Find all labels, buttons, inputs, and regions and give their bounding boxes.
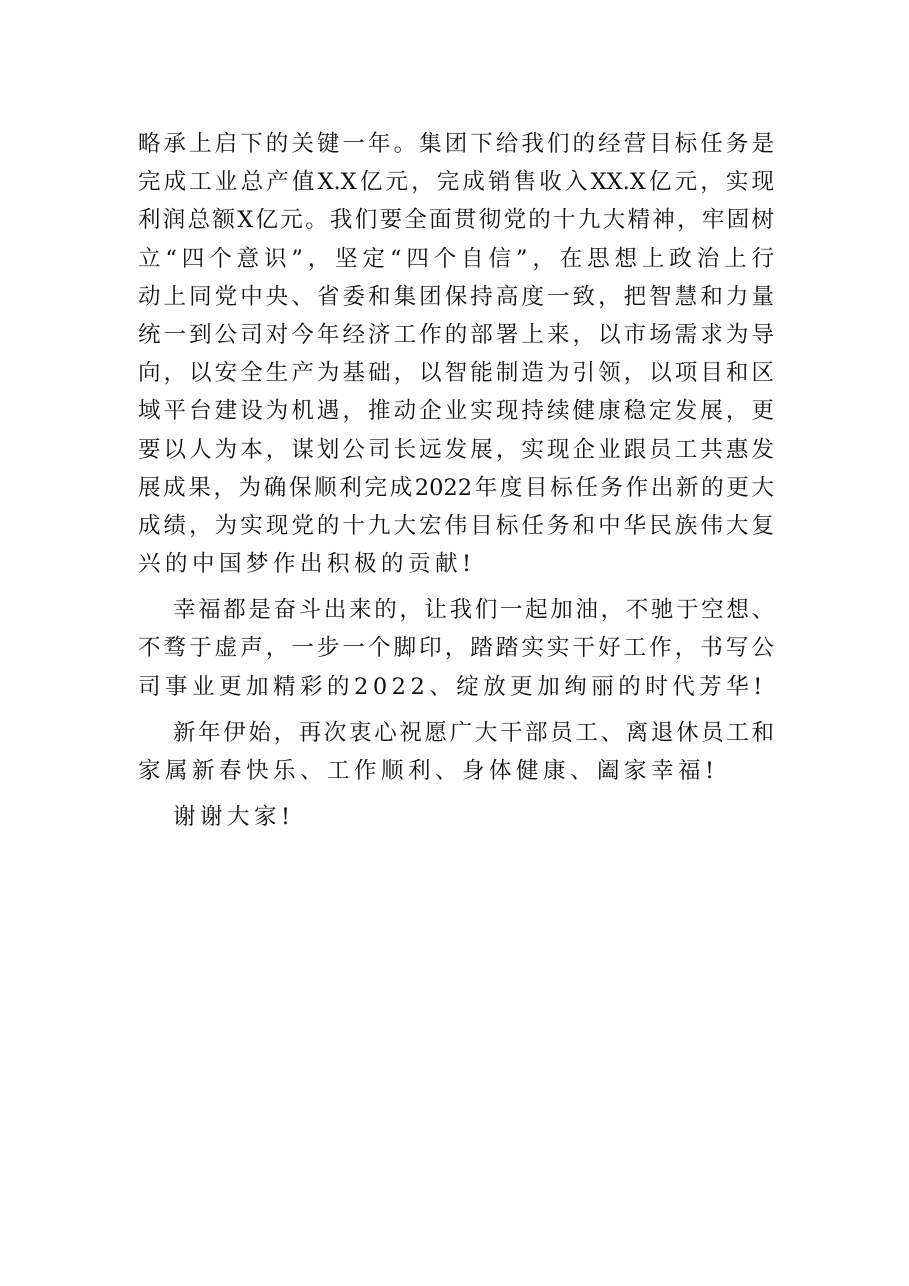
text-line: 利润总额X亿元。我们要全面贯彻党的十九大精神，牢固树 xyxy=(138,207,774,234)
text-line: 统一到公司对今年经济工作的部署上来，以市场需求为导 xyxy=(138,321,774,348)
text-line: 向，以安全生产为基础，以智能制造为引领，以项目和区 xyxy=(138,360,774,387)
paragraph-thanks xyxy=(138,798,774,836)
paragraph-goals xyxy=(138,125,774,583)
text-line: 略承上启下的关键一年。集团下给我们的经营目标任务是 xyxy=(138,131,774,157)
text-line: 展成果，为确保顺利完成2022年度目标任务作出新的更大 xyxy=(138,474,774,501)
text-line: 动上同党中央、省委和集团保持高度一致，把智慧和力量 xyxy=(138,283,774,310)
text-line: 域平台建设为机遇，推动企业实现持续健康稳定发展，更 xyxy=(138,398,774,425)
text-line: 不骛于虚声，一步一个脚印，踏踏实实干好工作，书写公 xyxy=(138,635,774,662)
text-line: 谢谢大家! xyxy=(173,804,295,831)
text-line: 要以人为本，谋划公司长远发展，实现企业跟员工共惠发 xyxy=(138,436,774,463)
paragraph-wishes xyxy=(138,714,774,790)
text-line: 幸福都是奋斗出来的，让我们一起加油，不驰于空想、 xyxy=(173,597,774,624)
text-line: 立“四个意识”，坚定“四个自信”，在思想上政治上行 xyxy=(138,245,774,272)
text-line: 兴的中国梦作出积极的贡献! xyxy=(138,551,476,578)
text-line: 成绩，为实现党的十九大宏伟目标任务和中华民族伟大复 xyxy=(138,512,774,539)
document-page xyxy=(138,125,774,836)
text-line: 司事业更加精彩的2022、绽放更加绚丽的时代芳华! xyxy=(138,673,767,700)
paragraph-struggle xyxy=(138,591,774,706)
text-line: 完成工业总产值X.X亿元，完成销售收入XX.X亿元，实现 xyxy=(138,169,774,196)
text-line: 新年伊始，再次衷心祝愿广大干部员工、离退休员工和 xyxy=(173,719,774,746)
text-line: 家属新春快乐、工作顺利、身体健康、阖家幸福! xyxy=(138,758,719,784)
